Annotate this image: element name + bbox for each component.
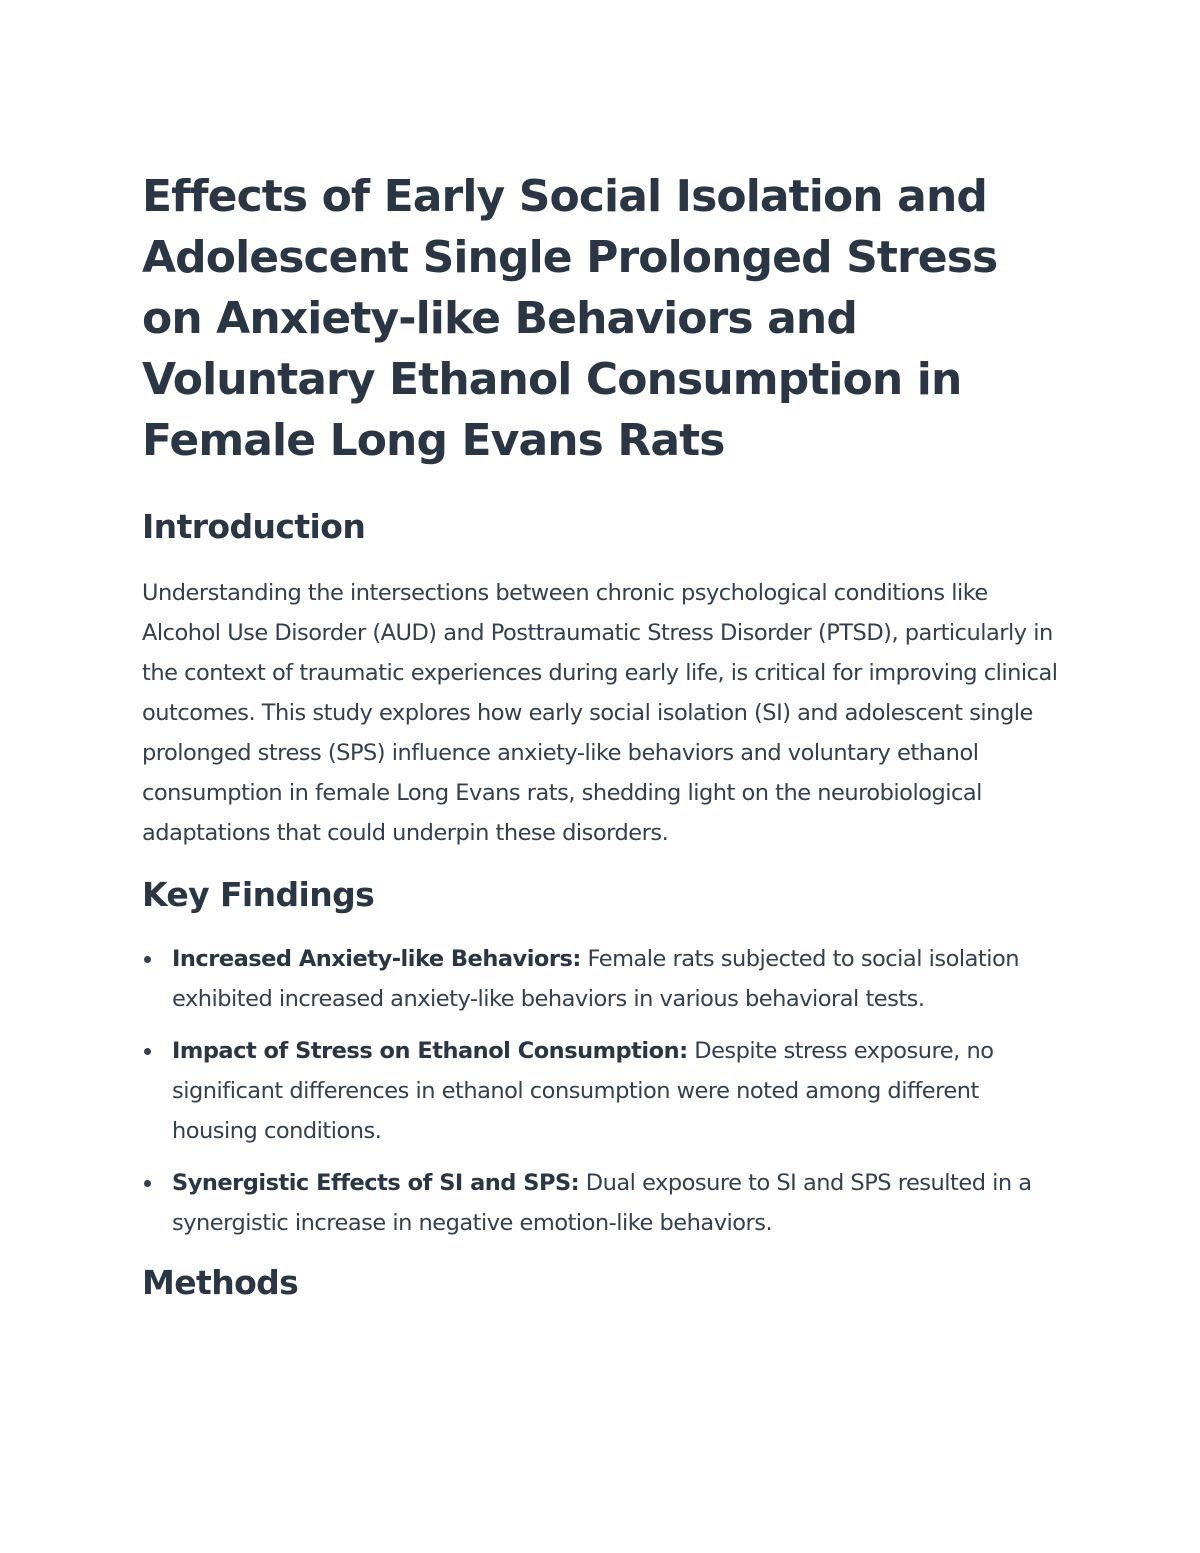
finding-text: Despite stress exposure, no significant differences in ethanol consumption were noted among different housing conditions.: [172, 1038, 994, 1144]
introduction-paragraph: Understanding the intersections between chronic psychological conditions like Alcohol Use Disorder (AUD) and Posttraumatic Stress Disorder (PTSD), particularly in the context of traumatic experiences during early life, is critical for improving clinical outcomes. This study explores how early social isolation (SI) and adolescent single prolonged stress (SPS) influence anxiety-like behaviors and voluntary ethanol consumption in female Long Evans rats, shedding light on the neurobiological adaptations that could underpin these disorders.: [142, 580, 1058, 846]
finding-label: Increased Anxiety-like Behaviors:: [172, 946, 581, 972]
list-item: [142, 1163, 1062, 1243]
methods-heading: Methods: [142, 1263, 299, 1302]
bullet-icon: [144, 956, 151, 963]
document-title: Effects of Early Social Isolation and Adolescent Single Prolonged Stress on Anxiety-like Behaviors and Voluntary Ethanol Consumption in Female Long Evans Rats: [142, 171, 998, 466]
finding-text: Female rats subjected to social isolation exhibited increased anxiety-like behaviors in various behavioral tests.: [172, 946, 1019, 1012]
key-findings-list: [142, 939, 1062, 1243]
finding-label: Synergistic Effects of SI and SPS:: [172, 1170, 580, 1196]
key-findings-heading: Key Findings: [142, 875, 375, 914]
document-page: [142, 166, 1062, 1305]
list-item: [142, 1031, 1062, 1151]
bullet-icon: [144, 1180, 151, 1187]
list-item: [142, 939, 1062, 1019]
bullet-icon: [144, 1048, 151, 1055]
finding-label: Impact of Stress on Ethanol Consumption:: [172, 1038, 688, 1064]
introduction-heading: Introduction: [142, 507, 366, 546]
finding-text: Dual exposure to SI and SPS resulted in a synergistic increase in negative emotion-like behaviors.: [172, 1170, 1032, 1236]
